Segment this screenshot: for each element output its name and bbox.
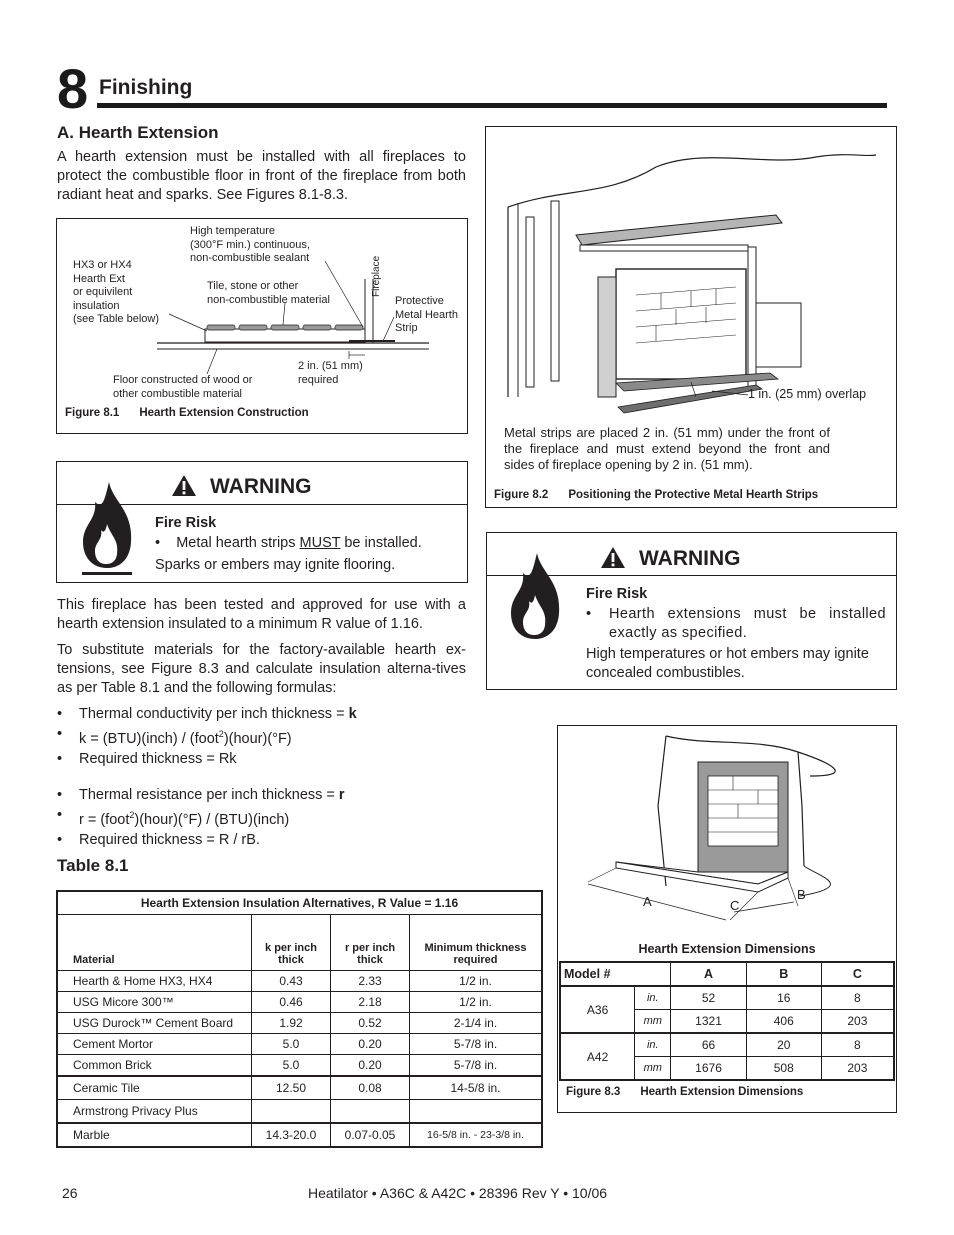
formula-item: • k = (BTU)(inch) / (foot$^2$)(hour)(°F) <box>57 726 292 747</box>
col-header-b: B <box>746 962 821 986</box>
dimension-cell: 1321 <box>671 1010 746 1034</box>
distance-label: 2 in. (51 mm) required <box>298 360 363 386</box>
hearth-cross-section-drawing <box>57 219 467 433</box>
value-cell: 2-1/4 in. <box>410 1013 543 1034</box>
dimension-cell: 508 <box>746 1057 821 1081</box>
value-cell <box>410 1100 543 1124</box>
dimension-cell: 8 <box>821 1033 894 1057</box>
value-cell: 1/2 in. <box>410 992 543 1013</box>
dimensions-table-title: Hearth Extension Dimensions <box>638 942 816 956</box>
formula-list-k <box>57 704 466 769</box>
figure-8-2-caption: Figure 8.2 Positioning the Protective Metal Hearth Strips <box>494 489 819 501</box>
table-8-1-title: Hearth Extension Insulation Alternatives, R Value = 1.16 <box>57 891 542 915</box>
value-cell: 0.46 <box>252 992 331 1013</box>
dimension-cell: 8 <box>821 986 894 1010</box>
floor-label: Floor constructed of wood or other combustible material <box>113 374 253 400</box>
model-cell: A42 <box>560 1033 635 1080</box>
table-row <box>57 1123 542 1147</box>
formula-item: • Required thickness = Rk <box>57 750 237 767</box>
material-cell: USG Micore 300™ <box>57 992 252 1013</box>
warning-box-1 <box>56 461 468 583</box>
hx-label: HX3 or HX4 Hearth Ext or equivilent insulation (see Table below) <box>73 259 160 325</box>
warning-2-bullet: • Hearth extensions must be installed exactly as specified. <box>586 606 886 641</box>
dimension-a-label: A <box>643 894 652 909</box>
dimension-cell: 406 <box>746 1010 821 1034</box>
formula-list-r <box>57 785 466 850</box>
material-cell: Marble <box>57 1123 252 1147</box>
table-row <box>57 1034 542 1055</box>
value-cell: 0.43 <box>252 971 331 992</box>
figure-8-1-caption: Figure 8.1 Hearth Extension Construction <box>65 407 309 419</box>
chapter-title: Finishing <box>99 76 193 99</box>
value-cell: 5.0 <box>252 1034 331 1055</box>
fireplace-label: Fireplace <box>371 255 382 297</box>
formula-item: • Thermal resistance per inch thickness = r <box>57 787 345 803</box>
material-cell: Cement Mortor <box>57 1034 252 1055</box>
table-row <box>560 1033 894 1057</box>
value-cell: 5.0 <box>252 1055 331 1077</box>
fireplace-framing-drawing <box>486 127 896 427</box>
value-cell: 12.50 <box>252 1076 331 1100</box>
dimension-cell: 16 <box>746 986 821 1010</box>
dimensions-table <box>559 961 895 1081</box>
strips-description: Metal strips are placed 2 in. (51 mm) under the front of the fireplace and must extend beyond the front and sides of fireplace opening by 2 in. (51 mm). <box>504 425 830 472</box>
value-cell: 5-7/8 in. <box>410 1055 543 1077</box>
substitute-paragraph: To substitute materials for the factory-available hearth ex-tensions, see Figure 8.3 and calculate insulation alterna-tives as per Table 8.1 and the following formulas: <box>57 642 466 696</box>
table-row <box>560 986 894 1010</box>
tile-label: Tile, stone or other non-combustible material <box>207 280 330 306</box>
value-cell: 14-5/8 in. <box>410 1076 543 1100</box>
dimension-cell: 1676 <box>671 1057 746 1081</box>
doc-footer: Heatilator • A36C & A42C • 28396 Rev Y • 10/06 <box>308 1185 608 1201</box>
figure-8-3-caption: Figure 8.3 Hearth Extension Dimensions <box>566 1086 804 1098</box>
warning-1-title: WARNING <box>210 475 312 498</box>
intro-paragraph: A hearth extension must be installed with all fireplaces to protect the combustible floor in front of the fireplace from both radiant heat and sparks. See Figures 8.1-8.3. <box>57 149 466 203</box>
unit-cell: in. <box>635 1033 671 1057</box>
strip-label: Protective Metal Hearth Strip <box>395 295 458 334</box>
model-cell: A36 <box>560 986 635 1033</box>
flame-icon <box>505 551 565 643</box>
value-cell: 14.3-20.0 <box>252 1123 331 1147</box>
figure-8-2 <box>485 126 897 508</box>
value-cell: 0.20 <box>331 1055 410 1077</box>
value-cell: 5-7/8 in. <box>410 1034 543 1055</box>
table-row <box>57 1055 542 1077</box>
value-cell <box>252 1100 331 1124</box>
col-header-model: Model # <box>560 962 671 986</box>
col-header-r: r per inch thick <box>331 915 410 971</box>
table-row <box>57 992 542 1013</box>
value-cell: 2.33 <box>331 971 410 992</box>
table-row <box>57 1100 542 1124</box>
formula-item: • r = (foot$^2$)(hour)(°F) / (BTU)(inch) <box>57 807 290 828</box>
material-cell: Ceramic Tile <box>57 1076 252 1100</box>
hearth-extension-drawing <box>558 726 896 931</box>
value-cell: 0.52 <box>331 1013 410 1034</box>
value-cell: 0.20 <box>331 1034 410 1055</box>
material-cell: Armstrong Privacy Plus <box>57 1100 252 1124</box>
value-cell: 0.07-0.05 <box>331 1123 410 1147</box>
value-cell: 2.18 <box>331 992 410 1013</box>
flame-icon <box>79 480 135 576</box>
warning-2-risk: Fire Risk <box>586 586 648 602</box>
warning-triangle-icon <box>171 474 197 497</box>
section-heading: A. Hearth Extension <box>57 123 219 142</box>
chapter-number: 8 <box>57 57 87 120</box>
unit-cell: mm <box>635 1010 671 1034</box>
page-number: 26 <box>62 1185 78 1201</box>
warning-2-title: WARNING <box>639 547 741 570</box>
table-row <box>57 971 542 992</box>
table-8-1-label: Table 8.1 <box>57 856 129 875</box>
table-row <box>57 1013 542 1034</box>
value-cell: 1/2 in. <box>410 971 543 992</box>
figure-8-1 <box>56 218 468 434</box>
value-cell: 16-5/8 in. - 23-3/8 in. <box>410 1123 543 1147</box>
unit-cell: mm <box>635 1057 671 1081</box>
table-row <box>57 1076 542 1100</box>
warning-2-note: High temperatures or hot embers may ignite concealed combustibles. <box>586 646 869 681</box>
material-cell: USG Durock™ Cement Board <box>57 1013 252 1034</box>
unit-cell: in. <box>635 986 671 1010</box>
col-header-c: C <box>821 962 894 986</box>
value-cell: 0.08 <box>331 1076 410 1100</box>
col-header-a: A <box>671 962 746 986</box>
chapter-rule <box>97 103 887 108</box>
dimension-b-label: B <box>797 887 806 902</box>
dimension-cell: 20 <box>746 1033 821 1057</box>
material-cell: Common Brick <box>57 1055 252 1077</box>
dimension-cell: 203 <box>821 1057 894 1081</box>
overlap-label: 1 in. (25 mm) overlap <box>748 387 867 401</box>
table-8-1 <box>56 890 543 1148</box>
dimension-cell: 203 <box>821 1010 894 1034</box>
col-header-material: Material <box>57 915 252 971</box>
formula-item: • Required thickness = R / rB. <box>57 831 260 848</box>
r-value-paragraph: This fireplace has been tested and approved for use with a hearth extension insulated to a minimum R value of 1.16. <box>57 597 466 632</box>
high-temp-label: High temperature (300°F min.) continuous, non-combustible sealant <box>190 225 310 264</box>
warning-1-note: Sparks or embers may ignite flooring. <box>155 557 396 573</box>
value-cell <box>331 1100 410 1124</box>
warning-1-bullet: • Metal hearth strips MUST be installed. <box>155 535 422 551</box>
warning-box-2 <box>486 532 897 690</box>
dimension-c-label: C <box>730 898 740 913</box>
figure-8-3 <box>557 725 897 1113</box>
col-header-min-thickness: Minimum thickness required <box>410 915 543 971</box>
dimension-cell: 52 <box>671 986 746 1010</box>
warning-triangle-icon <box>600 546 626 569</box>
formula-item: • Thermal conductivity per inch thickness = k <box>57 706 357 722</box>
warning-1-risk: Fire Risk <box>155 515 217 531</box>
value-cell: 1.92 <box>252 1013 331 1034</box>
dimension-cell: 66 <box>671 1033 746 1057</box>
col-header-k: k per inch thick <box>252 915 331 971</box>
material-cell: Hearth & Home HX3, HX4 <box>57 971 252 992</box>
